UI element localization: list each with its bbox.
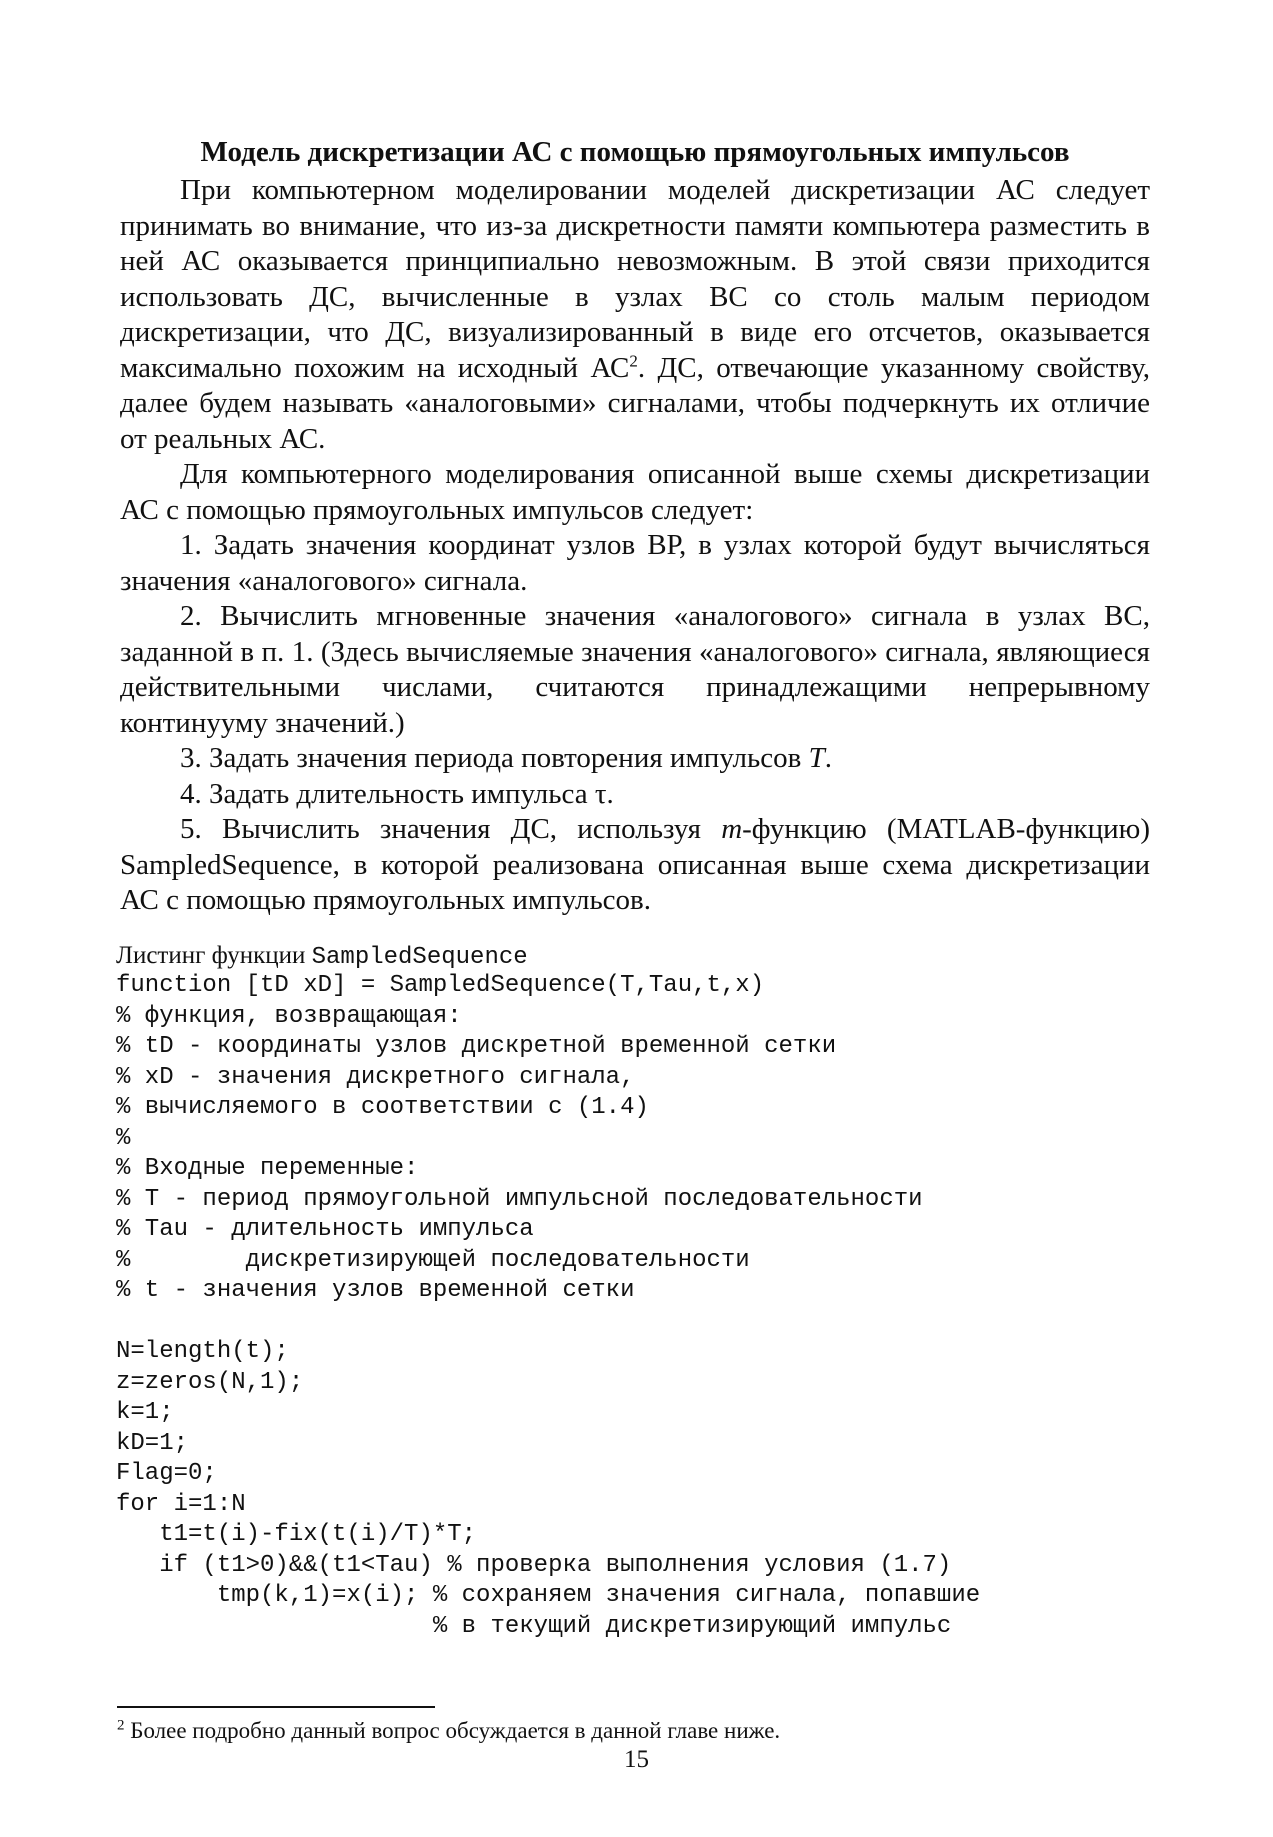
code-line: % T - период прямоугольной импульсной последовательности: [116, 1185, 923, 1213]
code-line: t1=t(i)-fix(t(i)/T)*T;: [116, 1521, 477, 1548]
code-line: z=zeros(N,1);: [116, 1368, 304, 1396]
paragraph-intro-text: При компьютерном моделировании моделей дискретизации АС следует принимать во внимание, что из-за дискретности памяти компьютера разместить в ней АС оказывается принципиально невозможным. В этой связи приходится использовать ДС, вычисленные в узлах ВС со столь малым периодом дискретизации, что ДС, визуализированный в виде его отсчетов, оказывается максимально похожим на исходный АС: [120, 174, 1150, 384]
listing-title: [116, 941, 1156, 971]
step-5-italic: m: [721, 813, 743, 845]
code-line: % функция, возвращающая:: [116, 1002, 462, 1030]
code-line: % вычисляемого в соответствии с (1.4): [116, 1094, 649, 1121]
code-listing: [116, 941, 1156, 1642]
code-line: N=length(t);: [116, 1338, 289, 1365]
footnote: [117, 1716, 1147, 1746]
code-line: % tD - координаты узлов дискретной временной сетки: [116, 1033, 837, 1060]
body-text: [120, 173, 1150, 919]
listing-title-function: SampledSequence: [311, 944, 528, 971]
code-line: % Tau - длительность импульса: [116, 1216, 534, 1243]
footnote-number: 2: [117, 1717, 125, 1734]
code-line: % Входные переменные:: [116, 1155, 419, 1182]
code-block: [116, 971, 1156, 1642]
code-line: % дискретизирующей последовательности: [116, 1246, 750, 1274]
step-3-text: 3. Задать значения периода повторения импульсов: [180, 742, 809, 774]
step-5-text: 5. Вычислить значения ДС, используя: [180, 813, 722, 845]
code-line: %: [116, 1124, 131, 1152]
paragraph-intro: [120, 173, 1150, 457]
code-line: kD=1;: [116, 1429, 189, 1457]
page-number: 15: [624, 1746, 649, 1773]
code-line: [116, 1307, 1156, 1338]
code-line: function [tD xD] = SampledSequence(T,Tau,t,x): [116, 972, 765, 999]
paragraph-intro-tail: . ДС, отвечающие указанному свойству, далее будем называть «аналоговыми» сигналами, чтобы подчеркнуть их отличие от реальных АС.: [120, 351, 1150, 455]
step-3-symbol: T: [808, 742, 825, 774]
code-line: for i=1:N: [116, 1490, 246, 1518]
code-line: % в текущий дискретизирующий импульс: [116, 1612, 952, 1640]
code-line: % t - значения узлов временной сетки: [116, 1277, 635, 1304]
code-line: if (t1>0)&&(t1<Tau) % проверка выполнения условия (1.7): [116, 1551, 952, 1579]
step-2: 2. Вычислить мгновенные значения «аналогового» сигнала в узлах ВС, заданной в п. 1. (Здесь вычисляемые значения «аналогового» сигнала, являющиеся действительными числами, считаются принадлежащими непрерывному континууму значений.): [120, 600, 1150, 739]
step-3-end: .: [824, 742, 832, 774]
step-5: [120, 812, 1150, 919]
footnote-divider: [117, 1706, 435, 1708]
section-heading: Модель дискретизации АС с помощью прямоугольных импульсов: [200, 136, 1070, 168]
code-line: % xD - значения дискретного сигнала,: [116, 1063, 635, 1091]
step-5-tail: -функцию (MATLAB-функцию) SampledSequence, в которой реализована описанная выше схема дискретизации АС с помощью прямоугольных импульсов.: [120, 813, 1150, 916]
code-line: tmp(k,1)=x(i); % сохраняем значения сигнала, попавшие: [116, 1582, 981, 1609]
code-line: Flag=0;: [116, 1460, 217, 1487]
footnote-text: Более подробно данный вопрос обсуждается в данной главе ниже.: [124, 1718, 781, 1743]
footnote-reference: 2: [629, 350, 638, 370]
listing-title-prefix: Листинг функции: [116, 942, 312, 969]
step-1: 1. Задать значения координат узлов ВР, в узлах которой будут вычисляться значения «аналогового» сигнала.: [120, 529, 1150, 597]
code-line: k=1;: [116, 1399, 174, 1426]
paragraph-procedure: Для компьютерного моделирования описанной выше схемы дискретизации АС с помощью прямоугольных импульсов следует:: [120, 458, 1150, 526]
step-4: 4. Задать длительность импульса τ.: [180, 777, 614, 810]
step-3: [120, 741, 1150, 777]
